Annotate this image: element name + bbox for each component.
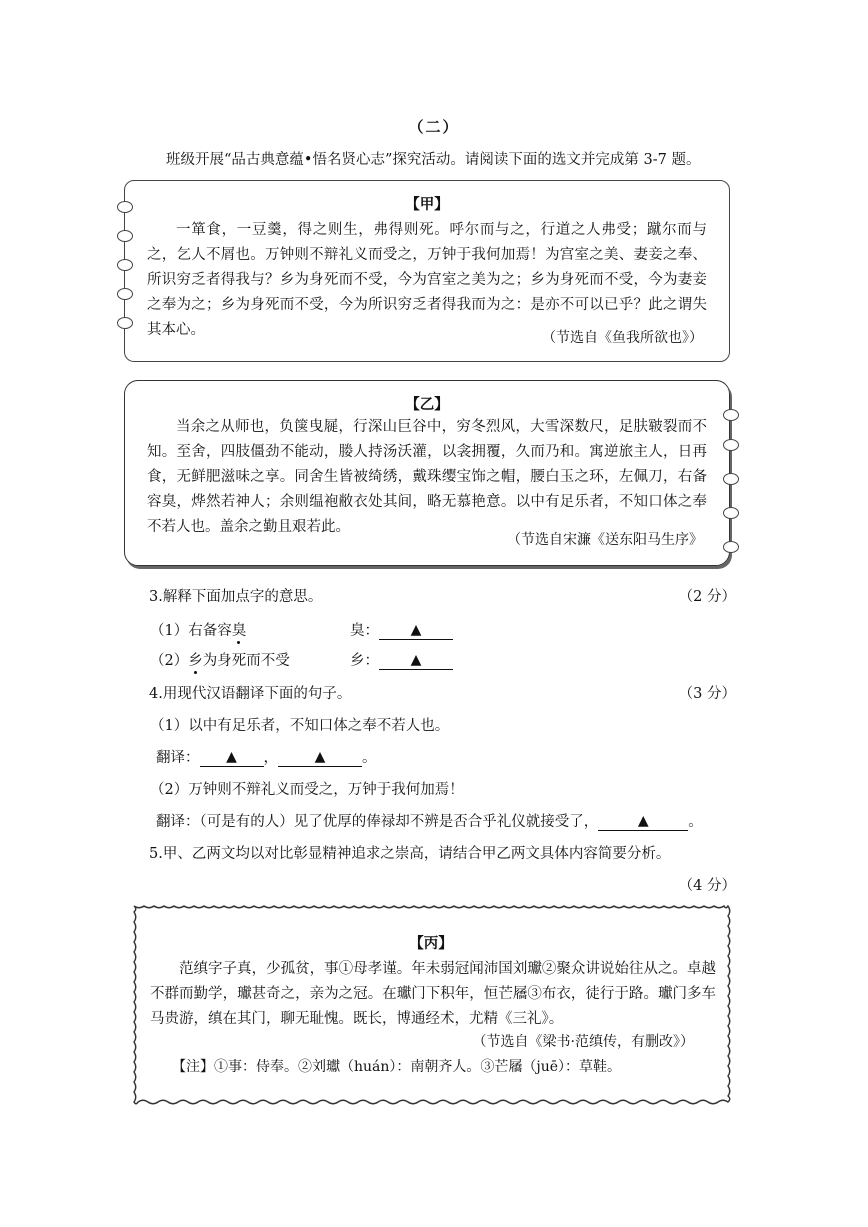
q3-item-1 [150, 619, 246, 640]
q4-translate-2-text: 翻译：（可是有的人）见了优厚的俸禄却不辨是否合乎礼仪就接受了， [156, 814, 599, 830]
passage-c-note: 【注】①事：侍奉。②刘瓛（huán）：南朝齐人。③芒屩（juē）：草鞋。 [172, 1059, 622, 1075]
passage-b-box [124, 380, 730, 566]
binder-ring-icon [117, 317, 133, 329]
blank-triangle-icon: ▲ [637, 813, 649, 829]
answer-blank[interactable] [379, 651, 453, 670]
period-text: 。 [688, 814, 703, 830]
q3-item-2 [150, 649, 290, 670]
passage-b-title: 【乙】 [405, 396, 449, 413]
binder-ring-icon [117, 288, 133, 300]
binder-ring-icon [117, 259, 133, 271]
blank-triangle-icon: ▲ [410, 622, 422, 638]
q5-score: （4 分） [678, 878, 736, 894]
q4-item-1: （1）以中有足乐者，不知口体之奉不若人也。 [150, 718, 450, 734]
passage-c-source: （节选自《梁书·范缜传，有删改》） [472, 1034, 694, 1050]
q4-stem: 4.用现代汉语翻译下面的句子。 [149, 686, 352, 702]
q4-item-2: （2）万钟则不辩礼义而受之，万钟于我何加焉！ [150, 782, 464, 798]
passage-c-body: 范缜字子真，少孤贫，事①母孝谨。年未弱冠闻沛国刘瓛②聚众讲说始往从之。卓越不群而勤学，瓛甚奇之，亲为之冠。在瓛门下积年，恒芒屩③布衣，徒行于路。瓛门多车马贵游，缜在其门，聊无耻愧。既长，博通经术，尤精《三礼》。 [150, 961, 716, 1027]
binder-ring-icon [723, 541, 739, 553]
q3-key-2: 乡： [350, 653, 379, 669]
passage-c-box [128, 900, 734, 1108]
passage-a-title: 【甲】 [405, 196, 449, 213]
q3-key-1: 臭： [350, 623, 379, 639]
q3-item-1-text: （1）右备容 [150, 623, 232, 639]
binder-ring-icon [723, 439, 739, 451]
answer-blank[interactable] [200, 748, 264, 767]
period-text: 。 [362, 750, 377, 766]
answer-blank[interactable] [598, 812, 688, 831]
answer-blank[interactable] [379, 621, 453, 640]
answer-blank[interactable] [278, 748, 362, 767]
passage-b-body: 当余之从师也，负箧曳屣，行深山巨谷中，穷冬烈风，大雪深数尺，足肤皲裂而不知。至舍，四肢僵劲不能动，媵人持汤沃灌，以衾拥覆，久而乃和。寓逆旅主人，日再食，无鲜肥滋味之享。同舍生皆被绮绣，戴珠缨宝饰之帽，腰白玉之环，左佩刀，右备容臭，烨然若神人；余则缊袍敝衣处其间，略无慕艳意。以中有足乐者，不知口体之奉不若人也。盖余之勤且艰若此。 [147, 419, 707, 535]
q3-score: （2 分） [678, 589, 736, 605]
passage-b-source: （节选自宋濂《送东阳马生序》 [507, 532, 703, 548]
section-title: （二） [408, 118, 460, 136]
passage-a-source: （节选自《鱼我所欲也》） [542, 330, 703, 346]
passage-a-box [124, 180, 730, 362]
q4-score: （3 分） [678, 686, 736, 702]
blank-triangle-icon: ▲ [314, 749, 326, 765]
q3-item-2-prefix: （2） [150, 653, 189, 669]
q3-item-2-suffix: 为身死而不受 [202, 653, 290, 669]
comma-text: ， [263, 750, 278, 766]
q3-stem: 3.解释下面加点字的意思。 [149, 589, 323, 605]
intro-text: 班级开展“品古典意蕴•悟名贤心志”探究活动。请阅读下面的选文并完成第 3-7 题。 [166, 152, 701, 168]
q4-translate-1 [156, 746, 377, 767]
passage-a-body: 一箪食，一豆羹，得之则生，弗得则死。呼尔而与之，行道之人弗受；蹴尔而与之，乞人不屑也。万钟则不辩礼义而受之，万钟于我何加焉！为宫室之美、妻妾之奉、所识穷乏者得我与？乡为身死而不受，今为宫室之美为之；乡为身死而不受，今为妻妾之奉为之；乡为身死而不受，今为所识穷乏者得我而为之：是亦不可以已乎？此之谓失其本心。 [147, 222, 707, 338]
q4-translate-2 [156, 810, 703, 831]
binder-ring-icon [723, 507, 739, 519]
q3-answer-2 [350, 649, 453, 670]
translate-label: 翻译： [156, 750, 200, 766]
blank-triangle-icon: ▲ [410, 652, 422, 668]
q5-stem: 5.甲、乙两文均以对比彰显精神追求之崇高，请结合甲乙两文具体内容简要分析。 [149, 846, 671, 862]
binder-ring-icon [723, 473, 739, 485]
binder-ring-icon [117, 230, 133, 242]
emphasis-dot-char: 臭 [231, 623, 247, 639]
passage-c-title: 【丙】 [409, 935, 453, 952]
emphasis-dot-char: 乡 [188, 653, 203, 669]
q3-answer-1 [350, 619, 453, 640]
blank-triangle-icon: ▲ [226, 749, 237, 765]
